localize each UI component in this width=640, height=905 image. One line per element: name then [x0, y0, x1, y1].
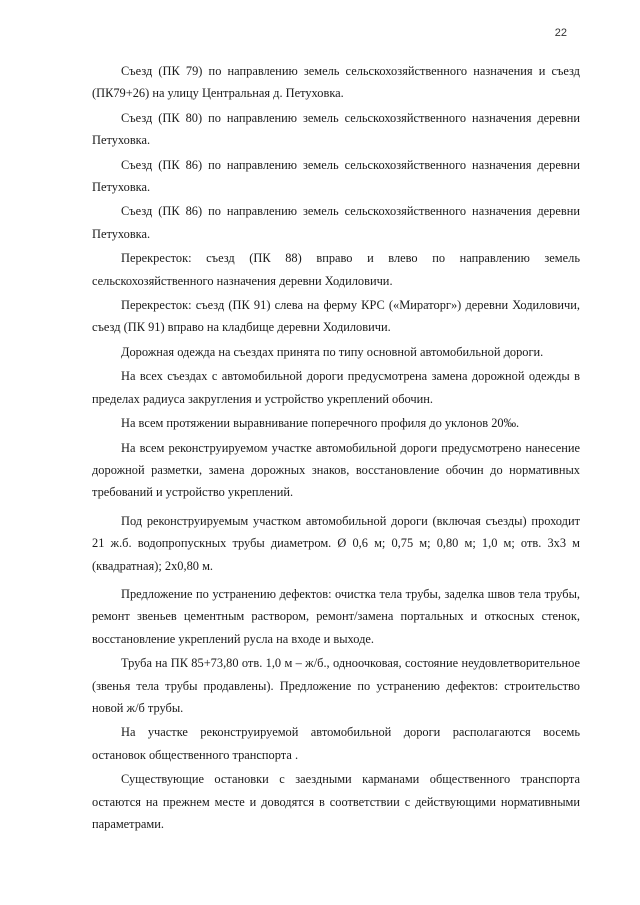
- paragraph-cross-profile: На всем протяжении выравнивание поперечного профиля до уклонов 20‰.: [121, 416, 520, 431]
- paragraph-road-marking: На всем реконструируемом участке автомобильной дороги предусмотрено нанесение дорожной разметки, замена дорожных знаков, восстановление обочин до нормативных требований и устройство укреплений.: [92, 440, 580, 500]
- paragraph-bus-stops: На участке реконструируемой автомобильной дороги располагаются восемь остановок общественного транспорта .: [92, 725, 580, 762]
- paragraph-exit-pk86-a: Съезд (ПК 86) по направлению земель сельскохозяйственного назначения деревни Петуховка.: [92, 157, 580, 195]
- paragraph-existing-stops: Существующие остановки с заездными карманами общественного транспорта остаются на прежнем месте и доводятся в соответствии с действующими нормативными параметрами.: [92, 772, 580, 831]
- paragraph-pavement-replacement: На всех съездах с автомобильной дороги предусмотрена замена дорожной одежды в пределах радиуса закругления и устройство укреплений обочин.: [92, 369, 580, 406]
- paragraph-intersection-pk91: Перекресток: съезд (ПК 91) слева на ферму КРС («Мираторг») деревни Ходиловичи, съезд (ПК 91) вправо на кладбище деревни Ходиловичи.: [92, 298, 580, 335]
- paragraph-exit-pk79: Съезд (ПК 79) по направлению земель сельскохозяйственного назначения и съезд (ПК79+26) на улицу Центральная д. Петуховка.: [92, 64, 580, 101]
- paragraph-intersection-pk88: Перекресток: съезд (ПК 88) вправо и влево по направлению земель сельскохозяйственного назначения деревни Ходиловичи.: [92, 251, 580, 288]
- paragraph-pipe-pk85: Труба на ПК 85+73,80 отв. 1,0 м – ж/б., одноочковая, состояние неудовлетворительное (звенья тела трубы продавлены). Предложение по устранению дефектов: строительство новой ж/б трубы.: [92, 656, 580, 715]
- page-number: 22: [554, 27, 567, 39]
- paragraph-exit-pk80: Съезд (ПК 80) по направлению земель сельскохозяйственного назначения деревни Петуховка.: [92, 110, 580, 148]
- paragraph-exit-pk86-b: Съезд (ПК 86) по направлению земель сельскохозяйственного назначения деревни Петуховка.: [92, 204, 580, 241]
- paragraph-defect-proposal: Предложение по устранению дефектов: очистка тела трубы, заделка швов тела трубы, ремонт звеньев цементным раствором, ремонт/замена портальных и откосных стенок, восстановление укреплений русла на входе и выходе.: [92, 586, 580, 646]
- paragraph-pavement-on-exits: Дорожная одежда на съездах принята по типу основной автомобильной дороги.: [121, 344, 544, 359]
- paragraph-culverts: Под реконструируемым участком автомобильной дороги (включая съезды) проходит 21 ж.б. водопропускных трубы диаметром. Ø 0,6 м; 0,75 м; 0,80 м; 1,0 м; отв. 3х3 м (квадратная); 2х0,80 м.: [92, 513, 580, 573]
- document-body: [92, 60, 580, 837]
